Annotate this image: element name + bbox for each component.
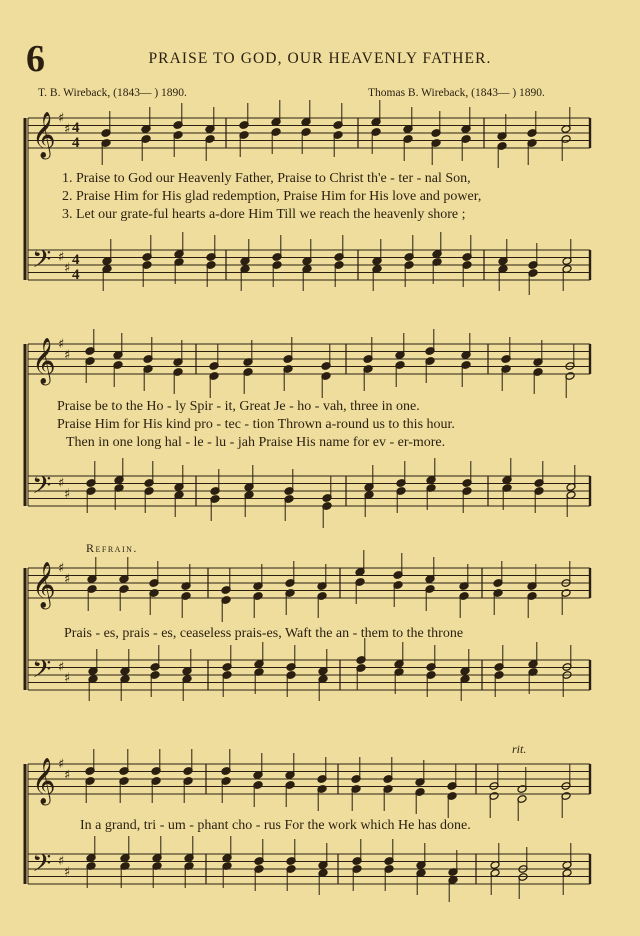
treble-staff xyxy=(28,568,590,598)
lyric-line-verse-1: Praise be to the Ho - ly Spir - it, Great Je - ho - vah, three in one. xyxy=(57,399,420,414)
bass-clef-icon: 𝄢 xyxy=(32,471,52,506)
hymn-title: PRAISE TO GOD, OUR HEAVENLY FATHER. xyxy=(148,50,492,67)
sharp-sign: ♯ xyxy=(58,757,65,772)
lyric-line-refrain: Prais - es, prais - es, ceaseless prais-es, Waft the an - them to the throne xyxy=(64,626,464,641)
sharp-sign: ♯ xyxy=(64,487,71,502)
words-credit: T. B. Wireback, (1843— ) 1890. xyxy=(38,87,187,99)
treble-clef-icon: 𝄞 xyxy=(32,562,56,608)
bass-clef-icon: 𝄢 xyxy=(32,655,52,690)
treble-clef-icon: 𝄞 xyxy=(32,112,56,158)
lyric-line-verse-3: 3. Let our grate-ful hearts a-dore Him Till we reach the heavenly shore ; xyxy=(62,207,466,222)
sharp-sign: ♯ xyxy=(58,660,65,675)
time-signature-bottom: 4 xyxy=(72,135,80,151)
lyric-line-final: In a grand, tri - um - phant cho - rus For the work which He has done. xyxy=(80,818,471,833)
lyric-line-verse-1: 1. Praise to God our Heavenly Father, Praise to Christ th'e - ter - nal Son, xyxy=(62,171,471,186)
bass-staff xyxy=(28,854,590,884)
bass-staff xyxy=(28,660,590,690)
music-credit: Thomas B. Wireback, (1843— ) 1890. xyxy=(368,87,545,99)
sharp-sign: ♯ xyxy=(58,250,65,265)
sharp-sign: ♯ xyxy=(64,865,71,880)
lyric-line-verse-3: Then in one long hal - le - lu - jah Praise His name for ev - er-more. xyxy=(66,435,446,450)
bass-clef-icon: 𝄢 xyxy=(32,849,52,884)
sharp-sign: ♯ xyxy=(64,261,71,276)
sharp-sign: ♯ xyxy=(64,572,71,587)
bass-clef-icon: 𝄢 xyxy=(32,245,52,280)
bass-staff xyxy=(28,250,590,280)
hymn-number: 6 xyxy=(26,38,45,80)
sharp-sign: ♯ xyxy=(58,337,65,352)
sharp-sign: ♯ xyxy=(58,111,65,126)
treble-clef-icon: 𝄞 xyxy=(32,338,56,384)
time-signature-top: 4 xyxy=(72,252,80,268)
lyric-line-verse-2: 2. Praise Him for His glad redemption, Praise Him for His love and power, xyxy=(62,189,482,204)
sharp-sign: ♯ xyxy=(58,561,65,576)
time-signature-top: 4 xyxy=(72,120,80,136)
sharp-sign: ♯ xyxy=(58,476,65,491)
sharp-sign: ♯ xyxy=(58,854,65,869)
music-system-4 xyxy=(0,752,640,932)
sharp-sign: ♯ xyxy=(64,122,71,137)
treble-staff xyxy=(28,764,590,794)
sharp-sign: ♯ xyxy=(64,768,71,783)
treble-clef-icon: 𝄞 xyxy=(32,758,56,804)
lyric-line-verse-2: Praise Him for His kind pro - tec - tion Thrown a-round us to this hour. xyxy=(57,417,455,432)
sharp-sign: ♯ xyxy=(64,348,71,363)
refrain-label: Refrain. xyxy=(86,541,138,555)
time-signature-bottom: 4 xyxy=(72,267,80,283)
ritardando-marking: rit. xyxy=(512,742,527,756)
sharp-sign: ♯ xyxy=(64,671,71,686)
